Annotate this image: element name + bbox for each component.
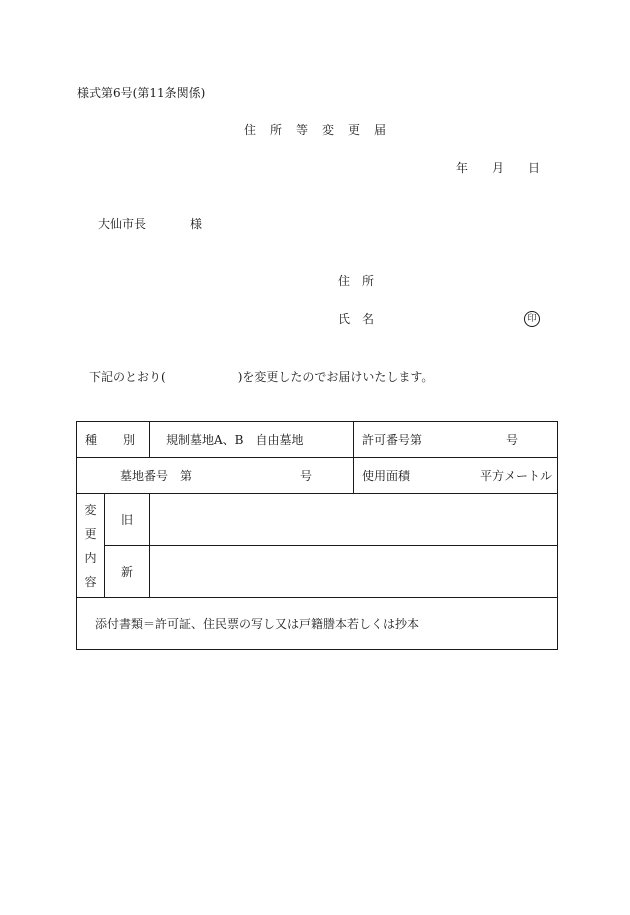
- title-char: 住: [243, 123, 256, 137]
- title-char: 所: [269, 123, 282, 137]
- title-char: 変: [322, 123, 335, 137]
- table-row: [77, 546, 558, 598]
- new-label: 新: [105, 546, 150, 598]
- old-value-field[interactable]: [150, 494, 558, 546]
- form-title: [0, 123, 630, 137]
- addressee: [98, 217, 202, 231]
- date-year-label: 年: [456, 161, 469, 175]
- type-label-cell: [77, 422, 150, 458]
- title-char: 更: [348, 123, 361, 137]
- seal-mark: 印: [524, 311, 540, 327]
- change-char: 容: [84, 574, 97, 589]
- addressee-name: 大仙市長: [98, 217, 147, 231]
- date-day-label: 日: [528, 161, 541, 175]
- title-char: 届: [374, 123, 387, 137]
- type-label-1: 種: [85, 433, 98, 447]
- permit-label: 許可番号第: [362, 433, 423, 447]
- plot-cell: [77, 458, 354, 494]
- name-label: 氏 名: [338, 312, 375, 326]
- plot-suffix: 号: [300, 469, 313, 483]
- area-unit: 平方メートル: [480, 469, 553, 483]
- table-row: [77, 598, 558, 650]
- area-label: 使用面積: [362, 469, 411, 483]
- date-month-label: 月: [492, 161, 505, 175]
- old-label: 旧: [105, 494, 150, 546]
- new-value-field[interactable]: [150, 546, 558, 598]
- statement-before: 下記のとおり(: [89, 370, 166, 384]
- plot-label: 墓地番号 第: [120, 469, 193, 483]
- statement-after: )を変更したのでお届けいたします。: [237, 370, 434, 384]
- type-value-cell: 規制墓地A、B 自由墓地: [150, 422, 354, 458]
- permit-cell: [354, 422, 558, 458]
- change-form-table: [76, 421, 558, 650]
- change-char: 変: [84, 502, 97, 517]
- statement-text: [89, 370, 433, 384]
- change-char: 更: [84, 526, 97, 541]
- change-content-label: [77, 494, 105, 598]
- attachments-note: 添付書類＝許可証、住民票の写し又は戸籍謄本若しくは抄本: [77, 598, 558, 650]
- address-label: 住 所: [338, 274, 375, 288]
- table-row: [77, 422, 558, 458]
- table-row: [77, 458, 558, 494]
- form-number: 様式第6号(第11条関係): [77, 86, 206, 100]
- permit-suffix: 号: [506, 433, 519, 447]
- type-label-2: 別: [123, 433, 136, 447]
- title-char: 等: [295, 123, 308, 137]
- table-row: [77, 494, 558, 546]
- addressee-honorific: 様: [190, 217, 203, 231]
- change-char: 内: [84, 550, 97, 565]
- area-cell: [354, 458, 558, 494]
